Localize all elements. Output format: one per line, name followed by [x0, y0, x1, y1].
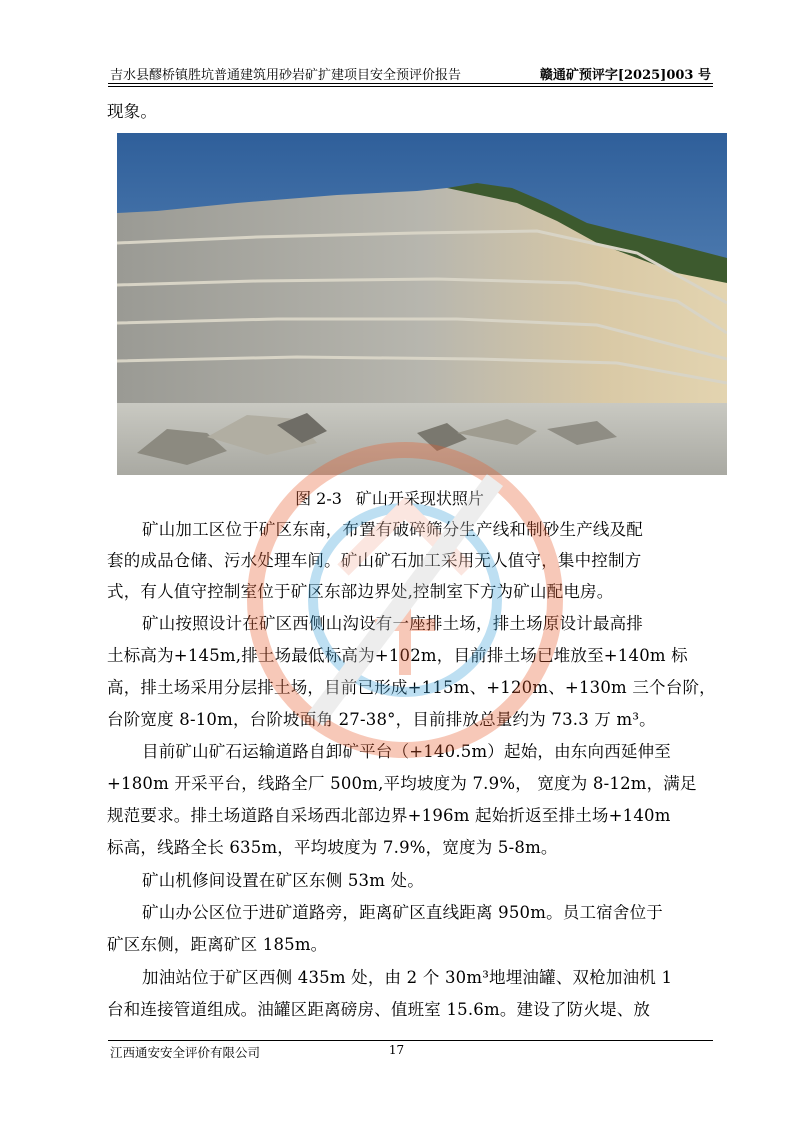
- mine-site-photo: [117, 133, 727, 475]
- page-number: 17: [388, 1043, 405, 1057]
- paragraph-line: 套的成品仓储、污水处理车间。矿山矿石加工采用无人值守，集中控制方: [107, 551, 642, 570]
- paragraph-line: 矿山办公区位于进矿道路旁，距离矿区直线距离 950m。员工宿舍位于: [142, 903, 663, 922]
- paragraph-line: 目前矿山矿石运输道路自卸矿平台（+140.5m）起始，由东向西延伸至: [142, 742, 672, 761]
- paragraph-line: 矿山机修间设置在矿区东侧 53m 处。: [142, 871, 424, 890]
- paragraph-line: 高，排土场采用分层排土场，目前已形成+115m、+120m、+130m 三个台阶，: [107, 678, 716, 697]
- paragraph-line: 式，有人值守控制室位于矿区东部边界处,控制室下方为矿山配电房。: [107, 582, 614, 601]
- paragraph-line: 矿山按照设计在矿区西侧山沟设有一座排土场，排土场原设计最高排: [142, 614, 643, 633]
- paragraph-line: 标高，线路全长 635m，平均坡度为 7.9%，宽度为 5-8m。: [107, 838, 558, 857]
- quarry-photo-illustration: [117, 133, 727, 475]
- paragraph-line: 台阶宽度 8-10m，台阶坡面角 27-38°，目前排放总量约为 73.3 万 m³。: [107, 710, 656, 729]
- paragraph-line: 台和连接管道组成。油罐区距离磅房、值班室 15.6m。建设了防火堤、放: [107, 1000, 651, 1019]
- paragraph-line: 规范要求。排土场道路自采场西北部边界+196m 起始折返至排土场+140m: [107, 806, 671, 825]
- paragraph-line: 土标高为+145m,排土场最低标高为+102m，目前排土场已堆放至+140m 标: [107, 646, 688, 665]
- report-title: 吉水县醪桥镇胜坑普通建筑用砂岩矿扩建项目安全预评价报告: [110, 68, 462, 83]
- header-rule-secondary: [108, 86, 713, 87]
- figure-caption: [0, 486, 793, 509]
- header-rule: [108, 83, 713, 84]
- paragraph-line: 矿山加工区位于矿区东南，布置有破碎筛分生产线和制砂生产线及配: [142, 520, 643, 539]
- paragraph-line: 加油站位于矿区西侧 435m 处，由 2 个 30m³地埋油罐、双枪加油机 1: [142, 968, 673, 987]
- footer-company: 江西通安安全评价有限公司: [110, 1045, 261, 1060]
- paragraph-line: +180m 开采平台，线路全厂 500m,平均坡度为 7.9%， 宽度为 8-12m，满足: [107, 774, 697, 793]
- figure-title: 矿山开采现状照片: [355, 489, 484, 508]
- lead-line: 现象。: [107, 102, 158, 121]
- figure-number: 图 2-3: [295, 489, 342, 508]
- paragraph-line: 矿区东侧，距离矿区 185m。: [107, 935, 328, 954]
- document-number: 赣通矿预评字[2025]003 号: [539, 68, 711, 83]
- footer-rule: [108, 1040, 713, 1041]
